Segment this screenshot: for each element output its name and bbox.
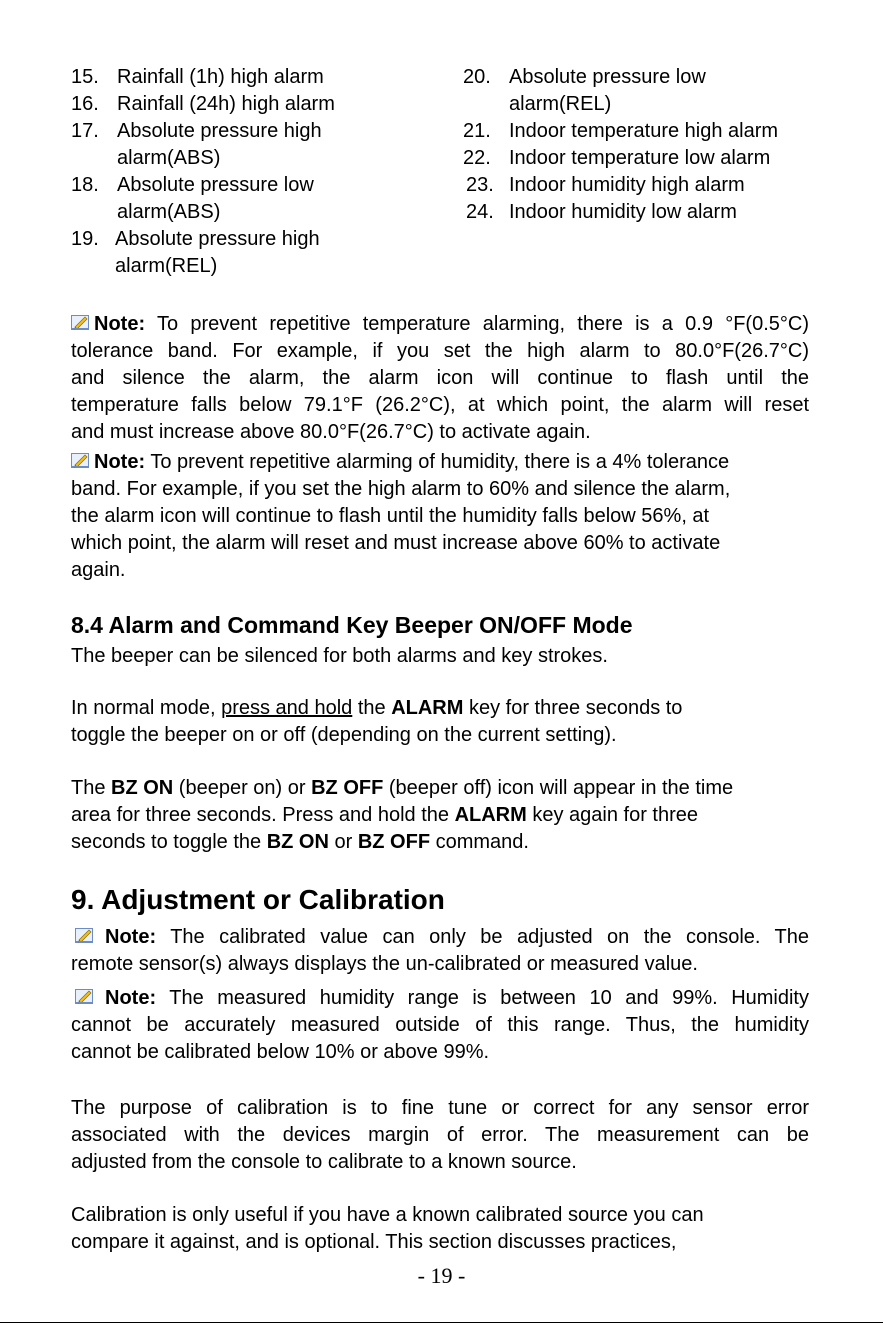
paragraph-line: adjusted from the console to calibrate to a known source. (71, 1151, 577, 1173)
note-line: again. (71, 559, 126, 581)
page-number: - 19 - (417, 1263, 466, 1288)
list-item-text: Rainfall (24h) high alarm (117, 93, 335, 115)
list-item-text: Indoor temperature high alarm (509, 120, 779, 142)
note-label: Note: (105, 987, 157, 1009)
paragraph-line: Calibration is only useful if you have a known calibrated source you can (71, 1204, 704, 1226)
list-item: 20. (463, 66, 491, 88)
paragraph-line: area for three seconds. Press and hold the ALARM key again for three (71, 804, 699, 826)
list-item-cont: alarm(REL) (509, 93, 612, 115)
note-line: and silence the alarm, the alarm icon will continue to flash until the (71, 367, 809, 389)
list-item: 21. (463, 120, 491, 142)
press-and-hold-text: press and hold (221, 697, 353, 719)
paragraph-line: The purpose of calibration is to fine tune or correct for any sensor error (71, 1097, 809, 1119)
note-label: Note: (94, 451, 146, 473)
note-line: Note: The calibrated value can only be adjusted on the console. The (71, 924, 809, 951)
note-line: and must increase above 80.0°F(26.7°C) to activate again. (71, 421, 591, 443)
paragraph-line: The BZ ON (beeper on) or BZ OFF (beeper off) icon will appear in the time (71, 777, 734, 799)
note-line: temperature falls below 79.1°F (26.2°C), at which point, the alarm will reset (71, 394, 809, 416)
note-icon (71, 451, 91, 469)
note-line: tolerance band. For example, if you set the high alarm to 80.0°F(26.7°C) (71, 340, 809, 362)
note-label: Note: (94, 313, 146, 335)
alarm-key-label: ALARM (391, 697, 464, 719)
note-line: Note: To prevent repetitive alarming of humidity, there is a 4% tolerance (71, 449, 729, 476)
note-icon (71, 313, 91, 331)
paragraph-line: toggle the beeper on or off (depending on the current setting). (71, 724, 617, 746)
list-item: 15. (71, 66, 99, 88)
note-icon (75, 926, 95, 944)
list-item-text: Absolute pressure high (115, 228, 320, 250)
note-icon (75, 987, 95, 1005)
list-item-text: Indoor humidity low alarm (509, 201, 737, 223)
note-line: band. For example, if you set the high alarm to 60% and silence the alarm, (71, 478, 731, 500)
list-item: 19. (71, 228, 99, 250)
list-item-text: Absolute pressure low (117, 174, 314, 196)
note-line: Note: To prevent repetitive temperature alarming, there is a 0.9 °F(0.5°C) (71, 311, 809, 338)
list-item-text: Indoor temperature low alarm (509, 147, 771, 169)
list-item: 23. (466, 174, 494, 196)
note-line: remote sensor(s) always displays the un-calibrated or measured value. (71, 953, 698, 975)
paragraph-line: In normal mode, press and hold the ALARM key for three seconds to (71, 697, 683, 719)
paragraph-line: seconds to toggle the BZ ON or BZ OFF command. (71, 831, 529, 853)
list-item: 18. (71, 174, 99, 196)
alarm-key-label: ALARM (454, 804, 527, 826)
bz-on-label: BZ ON (111, 777, 174, 799)
list-item: 24. (466, 201, 494, 223)
list-item-text: Indoor humidity high alarm (509, 174, 745, 196)
bz-off-label: BZ OFF (357, 831, 431, 853)
section-heading-8-4: 8.4 Alarm and Command Key Beeper ON/OFF Mode (71, 612, 633, 638)
list-item-text: Absolute pressure high (117, 120, 322, 142)
bottom-rule (0, 1322, 883, 1323)
note-line: cannot be accurately measured outside of this range. Thus, the humidity (71, 1014, 809, 1036)
bz-on-label: BZ ON (266, 831, 329, 853)
list-item-text: Absolute pressure low (509, 66, 706, 88)
note-line: Note: The measured humidity range is between 10 and 99%. Humidity (71, 985, 809, 1012)
list-item-cont: alarm(REL) (115, 255, 218, 277)
list-item: 17. (71, 120, 99, 142)
note-line: the alarm icon will continue to flash until the humidity falls below 56%, at (71, 505, 710, 527)
section-heading-9: 9. Adjustment or Calibration (71, 884, 445, 915)
list-item: 16. (71, 93, 99, 115)
paragraph-line: compare it against, and is optional. This section discusses practices, (71, 1231, 677, 1253)
note-line: cannot be calibrated below 10% or above 99%. (71, 1041, 490, 1063)
note-label: Note: (105, 926, 157, 948)
list-item-cont: alarm(ABS) (117, 201, 221, 223)
section-intro: The beeper can be silenced for both alarms and key strokes. (71, 645, 608, 667)
list-item-text: Rainfall (1h) high alarm (117, 66, 324, 88)
note-line: which point, the alarm will reset and must increase above 60% to activate (71, 532, 721, 554)
bz-off-label: BZ OFF (311, 777, 384, 799)
list-item-cont: alarm(ABS) (117, 147, 221, 169)
list-item: 22. (463, 147, 491, 169)
paragraph-line: associated with the devices margin of error. The measurement can be (71, 1124, 809, 1146)
